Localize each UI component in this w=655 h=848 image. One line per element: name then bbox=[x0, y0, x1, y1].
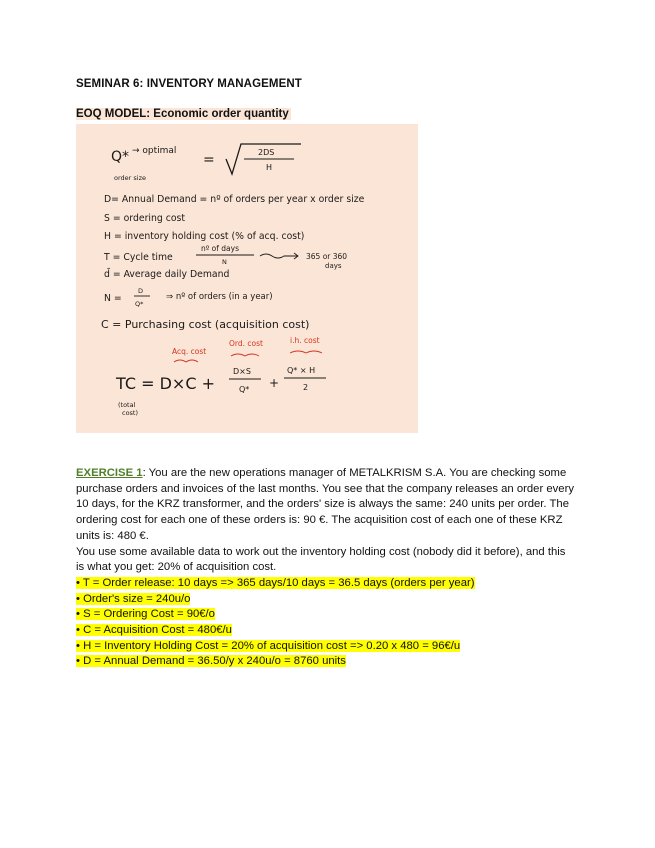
list-item: • H = Inventory Holding Cost = 20% of acquisition cost => 0.20 x 480 = 96€/u bbox=[76, 639, 461, 652]
data-list bbox=[76, 576, 576, 670]
q-symbol: Q* bbox=[111, 149, 130, 165]
q-arrow: → optimal bbox=[132, 146, 177, 156]
def-c: C = Purchasing cost (acquisition cost) bbox=[101, 318, 310, 331]
handwritten-notes bbox=[76, 124, 418, 433]
sqrt-denominator: H bbox=[266, 163, 273, 172]
exercise-text: : You are the new operations manager of METALKRISM S.A. You are checking some purchase orders and invoices of the last months. You see that the company releases an order every 10 days, for the KRZ transformer, and the orders' size is always the same: 240 units per order. The ordering cost for each one of these orders is: 90 €. The acquisition cost of each one of these KRZ units is: 480 €. bbox=[76, 467, 574, 542]
t-result-unit: days bbox=[325, 262, 342, 270]
t-denominator: N bbox=[222, 258, 227, 266]
list-item: • D = Annual Demand = 36.50/y x 240u/o = 8760 units bbox=[76, 655, 346, 668]
ord-cost-label: Ord. cost bbox=[229, 339, 263, 348]
exercise-1 bbox=[76, 466, 576, 670]
tc-plus: + bbox=[269, 376, 280, 390]
list-item: • T = Order release: 10 days => 365 days/10 days = 36.5 days (orders per year) bbox=[76, 576, 475, 589]
def-n: N = bbox=[104, 293, 122, 304]
list-item: • Order's size = 240u/o bbox=[76, 592, 191, 605]
n-meaning: ⇒ nº of orders (in a year) bbox=[166, 292, 273, 302]
def-t: T = Cycle time bbox=[104, 252, 173, 263]
def-dbar: d̄ = Average daily Demand bbox=[104, 269, 230, 280]
ih-cost-label: i.h. cost bbox=[290, 336, 320, 345]
ih-numerator: Q* × H bbox=[287, 366, 316, 375]
n-denominator: Q* bbox=[135, 300, 144, 308]
t-arrow bbox=[260, 253, 298, 259]
handwritten-notes-panel bbox=[76, 124, 418, 433]
tc-note-line2: cost) bbox=[122, 409, 139, 417]
exercise-text-2: You use some available data to work out the inventory holding cost (nobody did it before), and this is what you get: 20% of acquisition cost. bbox=[76, 545, 566, 574]
q-subscript: order size bbox=[114, 174, 147, 182]
list-item: • S = Ordering Cost = 90€/o bbox=[76, 608, 215, 621]
def-s: S = ordering cost bbox=[104, 213, 186, 224]
acq-brace bbox=[174, 360, 198, 362]
ord-numerator: D×S bbox=[233, 367, 251, 376]
q-equals: = bbox=[203, 152, 215, 168]
sqrt-numerator: 2DS bbox=[258, 148, 275, 157]
list-item: • C = Acquisition Cost = 480€/u bbox=[76, 624, 232, 637]
eoq-heading: EOQ MODEL: Economic order quantity bbox=[76, 108, 289, 120]
acq-cost-label: Acq. cost bbox=[172, 347, 207, 356]
ord-brace bbox=[231, 354, 259, 356]
ih-brace bbox=[290, 351, 322, 353]
n-numerator: D bbox=[138, 287, 144, 295]
page-title: SEMINAR 6: INVENTORY MANAGEMENT bbox=[76, 78, 302, 90]
def-d: D= Annual Demand = nº of orders per year x order size bbox=[104, 194, 365, 205]
exercise-intro bbox=[76, 466, 576, 545]
t-result: 365 or 360 bbox=[306, 252, 348, 261]
t-numerator: nº of days bbox=[201, 244, 239, 253]
ih-denominator: 2 bbox=[303, 383, 309, 392]
ord-denominator: Q* bbox=[239, 385, 250, 394]
exercise-label: EXERCISE 1 bbox=[76, 467, 143, 479]
tc-lhs: TC = D×C + bbox=[116, 374, 215, 393]
tc-note-line1: (total bbox=[118, 401, 136, 409]
def-h: H = inventory holding cost (% of acq. cost) bbox=[104, 231, 305, 242]
